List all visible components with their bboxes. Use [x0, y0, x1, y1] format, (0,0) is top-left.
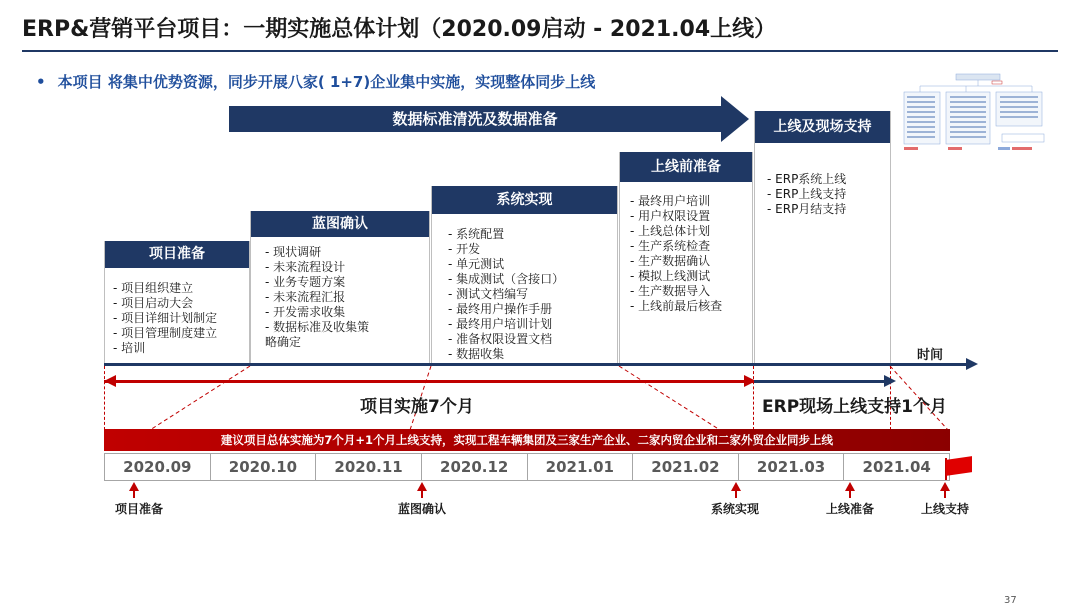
list-item: - 上线总体计划: [630, 224, 711, 238]
list-item: - 开发需求收集: [265, 305, 346, 319]
data-prep-label: 数据标准清洗及数据准备: [392, 110, 558, 128]
milestone-label: 上线准备: [825, 502, 875, 516]
arrowhead-left-icon: [104, 375, 116, 387]
summary-text: 本项目 将集中优势资源，同步开展八家( 1+7)企业集中实施，实现整体同步上线: [57, 73, 596, 91]
list-item: - 系统配置: [448, 227, 505, 241]
list-item: - 开发: [448, 242, 481, 256]
list-item: - 未来流程汇报: [265, 290, 346, 304]
page-title: ERP&营销平台项目：一期实施总体计划（2020.09启动 - 2021.04上线）: [22, 17, 777, 42]
time-axis: [104, 363, 970, 366]
list-item: - 单元测试: [448, 257, 505, 271]
month-cell: 2020.12: [422, 454, 528, 480]
month-cell: 2021.04: [844, 454, 949, 480]
stage-title: 蓝图确认: [251, 211, 429, 237]
list-item: - 最终用户培训: [630, 194, 711, 208]
support-span-arrow: [754, 380, 888, 383]
list-item: - ERP月结支持: [767, 202, 847, 216]
list-item: - 生产数据导入: [630, 284, 711, 298]
arrowhead-right-icon: [884, 375, 896, 387]
month-cell: 2021.03: [739, 454, 845, 480]
time-axis-arrowhead: [966, 358, 978, 370]
support-span-label: ERP现场上线支持1个月: [762, 397, 947, 417]
month-cell: 2020.10: [211, 454, 317, 480]
list-item: - 测试文档编写: [448, 287, 529, 301]
list-item: - 现状调研: [265, 245, 322, 259]
list-item: - 生产数据确认: [630, 254, 711, 268]
list-item: 略确定: [265, 335, 302, 349]
stage-title: 上线前准备: [620, 152, 752, 182]
recommendation-banner: 建议项目总体实施为7个月+1个月上线支持，实现工程车辆集团及三家生产企业、二家内贸企业和二家外贸企业同步上线: [104, 429, 950, 451]
list-item: - 未来流程设计: [265, 260, 346, 274]
list-item: - 项目组织建立: [113, 281, 194, 295]
list-item: - ERP系统上线: [767, 172, 847, 186]
milestone-label: 系统实现: [710, 502, 760, 516]
bullet-glyph: •: [36, 73, 46, 91]
stage-title: 上线及现场支持: [755, 111, 890, 143]
list-item: - 上线前最后核查: [630, 299, 723, 313]
month-row: [104, 453, 950, 481]
month-cell: 2021.01: [528, 454, 634, 480]
list-item: - 用户权限设置: [630, 209, 711, 223]
time-axis-label: 时间: [917, 348, 944, 363]
list-item: - 准备权限设置文档: [448, 332, 553, 346]
milestone-label: 上线支持: [920, 502, 970, 516]
milestone-stem: [133, 490, 135, 498]
list-item: - 数据收集: [448, 347, 505, 361]
list-item: - 集成测试（含接口）: [448, 272, 565, 286]
month-cell: 2020.09: [105, 454, 211, 480]
implementation-span-arrow: [104, 380, 754, 383]
list-item: - 培训: [113, 341, 146, 355]
implementation-span-label: 项目实施7个月: [360, 397, 474, 417]
milestone-stem: [849, 490, 851, 498]
list-item: - 数据标准及收集策: [265, 320, 370, 334]
list-item: - ERP上线支持: [767, 187, 847, 201]
month-cell: 2021.02: [633, 454, 739, 480]
list-item: - 模拟上线测试: [630, 269, 711, 283]
list-item: - 项目详细计划制定: [113, 311, 218, 325]
milestone-label: 蓝图确认: [397, 502, 447, 516]
list-item: - 生产系统检查: [630, 239, 711, 253]
milestone-stem: [421, 490, 423, 498]
month-cell: 2020.11: [316, 454, 422, 480]
milestone-stem: [944, 490, 946, 498]
milestone-label: 项目准备: [114, 502, 164, 516]
page-number: 37: [1004, 595, 1017, 606]
stage-title: 系统实现: [432, 186, 617, 214]
list-item: - 最终用户操作手册: [448, 302, 553, 316]
milestone-stem: [735, 490, 737, 498]
list-item: - 最终用户培训计划: [448, 317, 553, 331]
list-item: - 项目启动大会: [113, 296, 194, 310]
list-item: - 业务专题方案: [265, 275, 346, 289]
stage-title: 项目准备: [105, 241, 249, 268]
list-item: - 项目管理制度建立: [113, 326, 218, 340]
